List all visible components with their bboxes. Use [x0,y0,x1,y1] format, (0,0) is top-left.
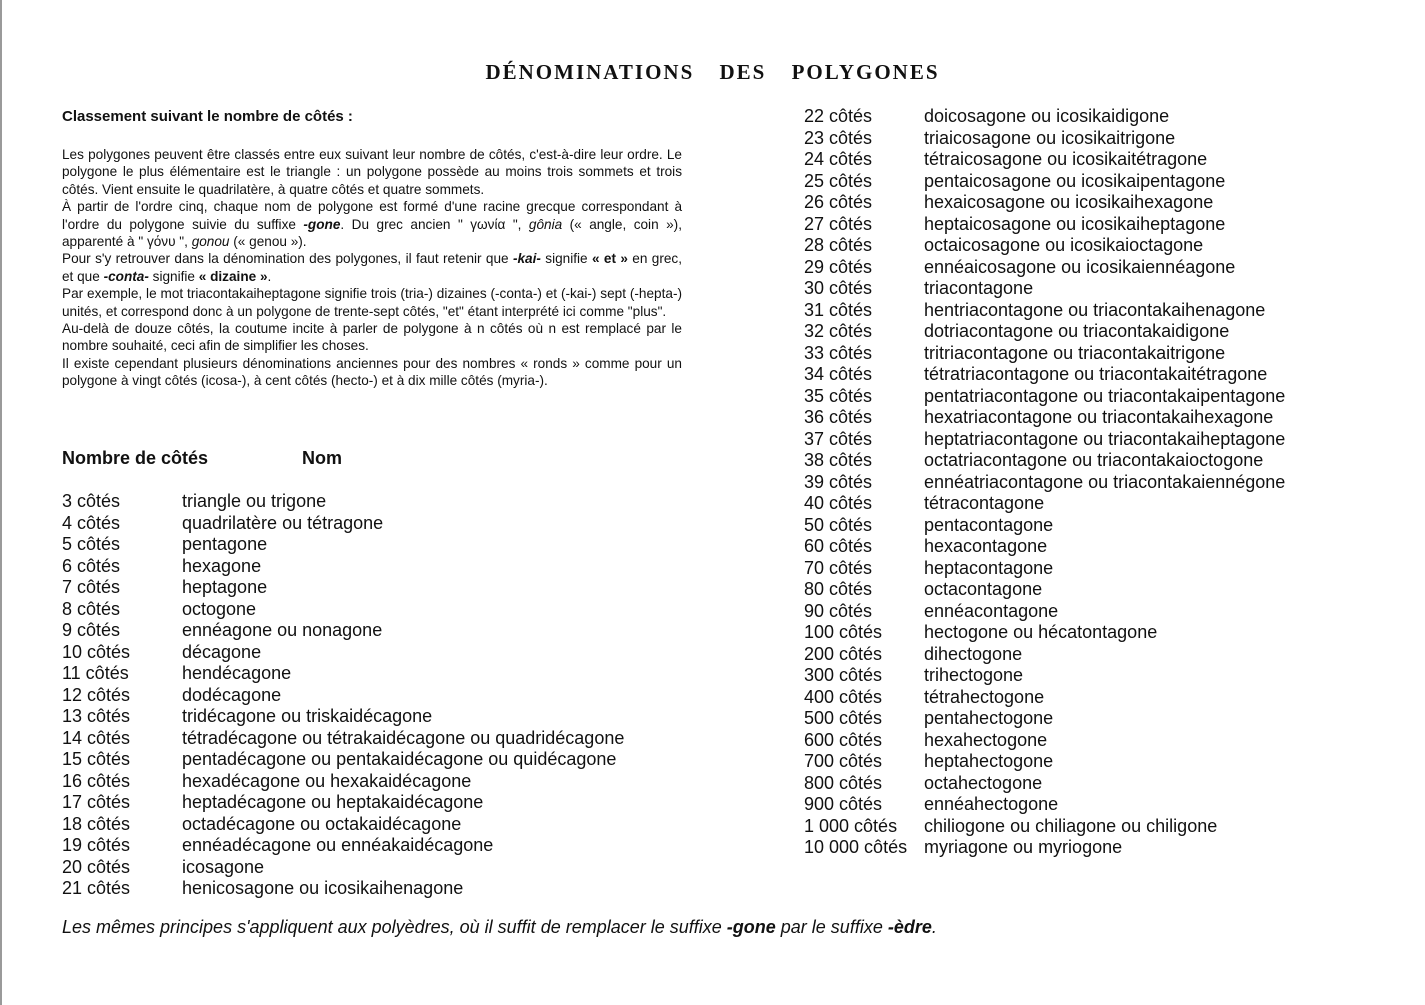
row-sides: 400 côtés [804,686,883,707]
table-row [804,192,1285,214]
table-row [62,814,624,836]
row-name: décagone [182,641,262,662]
row-sides: 80 côtés [804,579,873,599]
table-row [804,579,1285,601]
row-name: hexadécagone ou hexakaidécagone [182,770,472,791]
table-row [62,556,624,578]
intro-paragraph-2: À partir de l'ordre cinq, chaque nom de polygone est formé d'une racine grecque correspondant à l'ordre du polygone suivie du suffixe -gone. Du grec ancien " γωνία ", gônia (« angle, coin »), apparenté à " γόνυ ", gonou (« genou »). [62,199,682,250]
table-row [62,771,624,793]
row-name: pentacontagone [924,514,1054,535]
row-sides: 36 côtés [804,407,873,427]
table-row [62,749,624,771]
row-sides: 17 côtés [62,792,131,812]
table-row [62,491,624,513]
row-sides: 23 côtés [804,127,873,148]
table-row [804,536,1285,558]
row-sides: 13 côtés [62,706,131,726]
row-name: octacontagone [924,579,1043,599]
row-sides: 39 côtés [804,471,873,492]
row-name: pentatriacontagone ou triacontakaipentagone [924,385,1286,406]
row-name: pentadécagone ou pentakaidécagone ou quidécagone [182,749,617,769]
intro-paragraph-6: Il existe cependant plusieurs dénominations anciennes pour des nombres « ronds » comme pour un polygone à vingt côtés (icosa-), à cent côtés (hecto-) et à dix mille côtés (myria-). [62,355,682,389]
row-sides: 14 côtés [62,727,131,748]
intro-paragraph-4: Par exemple, le mot triacontakaiheptagone signifie trois (tria-) dizaines (-conta-) et (-kai-) sept (-hepta-) unités, et correspond donc à un polygone de trente-sept côtés, "et" étant interprété ici comme "plus". [62,286,682,319]
row-name: heptadécagone ou heptakaidécagone [182,792,484,812]
polygon-list-right [804,106,1285,859]
table-row [62,878,624,900]
table-row [804,708,1285,730]
row-name: pentahectogone [924,708,1054,728]
row-sides: 11 côtés [62,663,129,683]
row-name: octogone [182,598,257,619]
row-sides: 10 côtés [62,641,131,662]
row-sides: 25 côtés [804,170,873,191]
row-sides: 28 côtés [804,235,873,255]
row-name: hentriacontagone ou triacontakaihenagone [924,299,1266,320]
row-name: tridécagone ou triskaidécagone [182,706,433,726]
row-sides: 30 côtés [804,278,873,298]
table-row [62,706,624,728]
row-name: heptaicosagone ou icosikaiheptagone [924,213,1226,234]
row-name: tétraicosagone ou icosikaitétragone [924,149,1208,169]
row-sides: 37 côtés [804,428,873,449]
table-row [804,300,1285,322]
table-row [804,644,1285,666]
row-sides: 1 000 côtés [804,815,898,836]
row-sides: 19 côtés [62,835,131,855]
section-heading: Classement suivant le nombre de côtés : [62,108,353,125]
row-sides: 6 côtés [62,555,121,576]
intro-paragraph-1: Les polygones peuvent être classés entre eux suivant leur nombre de côtés, c'est-à-dire leur ordre. Le polygone le plus élémentaire est le triangle : un polygone possède au moins trois sommets et trois côtés. Vient ensuite le quadrilatère, à quatre côtés et quatre sommets. [62,147,682,197]
row-sides: 38 côtés [804,450,873,470]
row-name: henicosagone ou icosikaihenagone [182,878,464,898]
row-name: octaicosagone ou icosikaioctagone [924,235,1204,255]
row-name: ennéatriacontagone ou triacontakaiennégone [924,471,1286,492]
row-name: octatriacontagone ou triacontakaioctogone [924,450,1264,470]
row-sides: 60 côtés [804,536,873,556]
intro-paragraph-3: Pour s'y retrouver dans la dénomination des polygones, il faut retenir que -kai- signifie « et » en grec, et que -conta- signifie « dizaine ». [62,251,682,284]
row-name: ennéadécagone ou ennéakaidécagone [182,835,494,855]
row-name: hexaicosagone ou icosikaihexagone [924,192,1214,212]
row-name: doicosagone ou icosikaidigone [924,106,1170,126]
table-row [804,837,1285,859]
table-row [804,515,1285,537]
table-row [804,493,1285,515]
row-name: ennéacontagone [924,600,1059,621]
row-name: tétrahectogone [924,686,1045,707]
intro-text [62,146,682,390]
table-row [804,450,1285,472]
table-row [804,278,1285,300]
row-name: trihectogone [924,665,1024,685]
polygon-list-left [62,491,624,900]
table-row [804,665,1285,687]
row-sides: 7 côtés [62,577,121,597]
row-sides: 50 côtés [804,514,873,535]
row-sides: 10 000 côtés [804,837,908,857]
row-sides: 600 côtés [804,729,883,750]
row-sides: 31 côtés [804,299,873,320]
row-sides: 900 côtés [804,794,883,814]
row-name: tritriacontagone ou triacontakaitrigone [924,342,1226,363]
row-name: pentagone [182,534,268,554]
header-name: Nom [302,448,342,468]
table-row [62,857,624,879]
row-sides: 90 côtés [804,600,873,621]
row-name: octahectogone [924,772,1043,793]
row-sides: 16 côtés [62,770,131,791]
row-name: ennéaicosagone ou icosikaiennéagone [924,256,1236,277]
table-row [62,728,624,750]
table-row [62,513,624,535]
row-sides: 40 côtés [804,493,873,513]
table-row [804,257,1285,279]
row-name: dihectogone [924,643,1023,664]
table-row [804,386,1285,408]
row-name: myriagone ou myriogone [924,837,1123,857]
table-row [804,773,1285,795]
row-sides: 800 côtés [804,772,883,793]
row-sides: 70 côtés [804,557,873,578]
row-sides: 300 côtés [804,665,883,685]
row-sides: 700 côtés [804,751,883,771]
table-row [804,321,1285,343]
row-sides: 8 côtés [62,598,121,619]
row-sides: 21 côtés [62,878,131,898]
table-row [804,472,1285,494]
table-row [62,663,624,685]
table-row [62,835,624,857]
row-name: tétratriacontagone ou triacontakaitétragone [924,364,1268,384]
row-name: ennéagone ou nonagone [182,620,383,640]
row-sides: 35 côtés [804,385,873,406]
table-row [804,149,1285,171]
row-sides: 4 côtés [62,512,121,533]
table-row [62,685,624,707]
table-row [804,558,1285,580]
row-sides: 3 côtés [62,491,121,511]
table-row [804,751,1285,773]
row-sides: 20 côtés [62,856,131,877]
row-sides: 22 côtés [804,106,873,126]
row-name: hexacontagone [924,536,1048,556]
row-sides: 32 côtés [804,321,873,341]
row-name: icosagone [182,856,265,877]
row-name: ennéahectogone [924,794,1059,814]
intro-paragraph-5: Au-delà de douze côtés, la coutume incite à parler de polygone à n côtés où n est remplacé par le nombre souhaité, ceci afin de simplifier les choses. [62,321,682,354]
table-row [804,171,1285,193]
page-left-border [0,0,2,1005]
row-name: hexagone [182,555,262,576]
table-row [804,622,1285,644]
row-name: pentaicosagone ou icosikaipentagone [924,170,1226,191]
footer-note: Les mêmes principes s'appliquent aux polyèdres, où il suffit de remplacer le suffixe -gone par le suffixe -èdre. [62,917,937,937]
row-name: heptacontagone [924,557,1054,578]
row-name: hexahectogone [924,729,1048,750]
row-name: triangle ou trigone [182,491,327,511]
row-name: quadrilatère ou tétragone [182,512,384,533]
row-sides: 500 côtés [804,708,883,728]
table-row [62,792,624,814]
table-row [804,235,1285,257]
table-row [804,407,1285,429]
row-sides: 5 côtés [62,534,121,554]
table-row [62,620,624,642]
row-sides: 33 côtés [804,342,873,363]
table-row [804,794,1285,816]
row-sides: 24 côtés [804,149,873,169]
row-sides: 29 côtés [804,256,873,277]
row-sides: 9 côtés [62,620,121,640]
header-sides: Nombre de côtés [62,448,209,468]
row-sides: 15 côtés [62,749,131,769]
row-name: triaicosagone ou icosikaitrigone [924,127,1176,148]
table-row [804,364,1285,386]
table-row [62,599,624,621]
row-name: tétradécagone ou tétrakaidécagone ou quadridécagone [182,727,625,748]
table-row [804,128,1285,150]
row-name: heptahectogone [924,751,1054,771]
table-row [804,730,1285,752]
row-name: triacontagone [924,278,1034,298]
row-sides: 34 côtés [804,364,873,384]
row-name: hendécagone [182,663,292,683]
row-name: heptagone [182,577,268,597]
row-sides: 26 côtés [804,192,873,212]
row-sides: 18 côtés [62,813,131,834]
table-row [804,429,1285,451]
row-sides: 12 côtés [62,684,131,705]
row-name: octadécagone ou octakaidécagone [182,813,462,834]
row-name: dodécagone [182,684,282,705]
page-title: DÉNOMINATIONS DES POLYGONES [485,60,940,84]
row-name: chiliogone ou chiliagone ou chiligone [924,815,1218,836]
table-row [804,816,1285,838]
table-row [804,214,1285,236]
row-name: hectogone ou hécatontagone [924,622,1158,642]
table-row [62,642,624,664]
table-row [62,534,624,556]
row-name: tétracontagone [924,493,1045,513]
row-name: hexatriacontagone ou triacontakaihexagone [924,407,1274,427]
row-sides: 200 côtés [804,643,883,664]
table-row [804,343,1285,365]
table-row [62,577,624,599]
table-row [804,601,1285,623]
row-name: dotriacontagone ou triacontakaidigone [924,321,1230,341]
row-name: heptatriacontagone ou triacontakaiheptagone [924,428,1286,449]
table-row [804,106,1285,128]
table-row [804,687,1285,709]
row-sides: 100 côtés [804,622,883,642]
row-sides: 27 côtés [804,213,873,234]
